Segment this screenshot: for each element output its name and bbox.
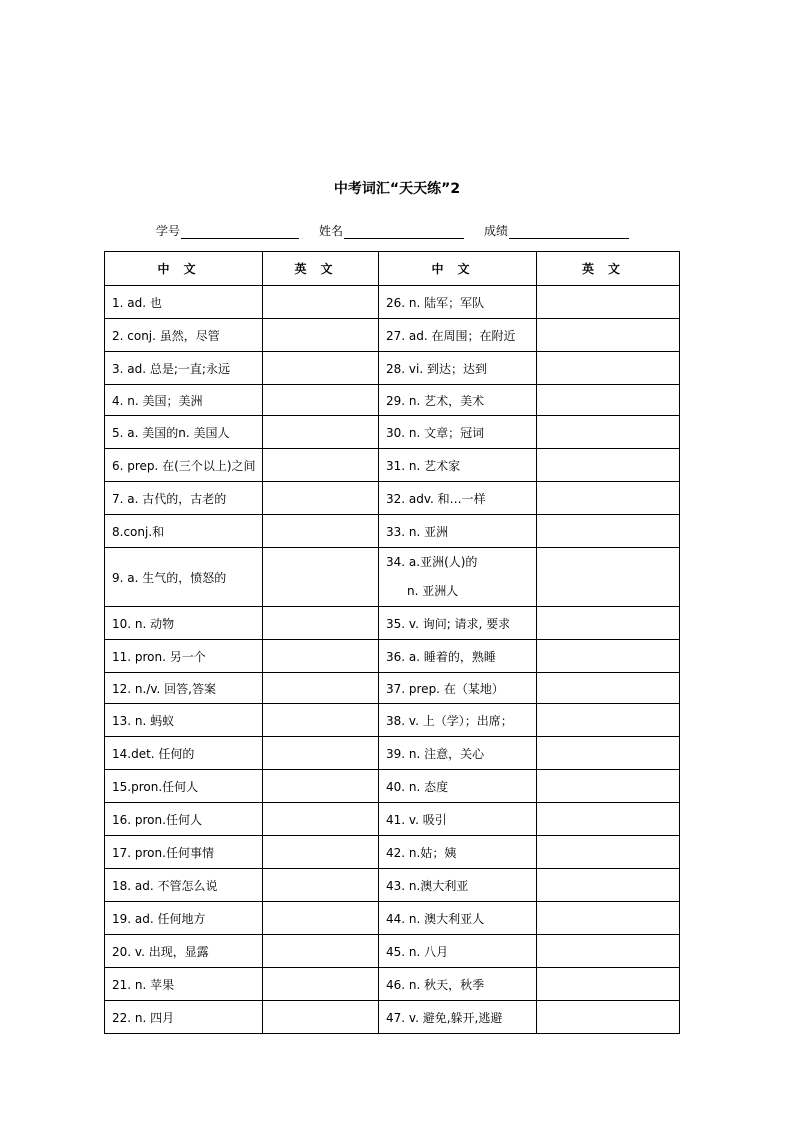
chinese-prompt-left: 3. ad. 总是;一直;永远 xyxy=(105,352,263,385)
chinese-prompt-left: 15.pron.任何人 xyxy=(105,770,263,803)
chinese-prompt-left: 20. v. 出现，显露 xyxy=(105,935,263,968)
english-answer-left[interactable] xyxy=(263,449,379,482)
chinese-prompt-left: 11. pron. 另一个 xyxy=(105,640,263,673)
chinese-prompt-left: 22. n. 四月 xyxy=(105,1001,263,1034)
chinese-prompt-left: 5. a. 美国的n. 美国人 xyxy=(105,416,263,449)
table-row xyxy=(105,416,680,449)
table-row xyxy=(105,607,680,640)
chinese-prompt-left: 14.det. 任何的 xyxy=(105,737,263,770)
english-answer-right[interactable] xyxy=(537,319,680,352)
english-answer-right[interactable] xyxy=(537,673,680,704)
chinese-prompt-left: 2. conj. 虽然，尽管 xyxy=(105,319,263,352)
student-name-blank[interactable] xyxy=(344,224,464,239)
chinese-prompt-right: 44. n. 澳大利亚人 xyxy=(379,902,537,935)
score-field[interactable] xyxy=(484,222,629,239)
english-answer-right[interactable] xyxy=(537,449,680,482)
score-blank[interactable] xyxy=(509,224,629,239)
table-row xyxy=(105,803,680,836)
english-answer-left[interactable] xyxy=(263,482,379,515)
table-row xyxy=(105,1001,680,1034)
header-english-right: 英文 xyxy=(537,252,680,286)
chinese-prompt-right: 32. adv. 和…一样 xyxy=(379,482,537,515)
chinese-prompt-right xyxy=(379,548,537,607)
chinese-prompt-left: 18. ad. 不管怎么说 xyxy=(105,869,263,902)
chinese-prompt-right: 38. v. 上（学）；出席； xyxy=(379,704,537,737)
english-answer-left[interactable] xyxy=(263,869,379,902)
chinese-prompt-right: 36. a. 睡着的，熟睡 xyxy=(379,640,537,673)
chinese-prompt-right: 45. n. 八月 xyxy=(379,935,537,968)
english-answer-left[interactable] xyxy=(263,607,379,640)
english-answer-left[interactable] xyxy=(263,1001,379,1034)
chinese-prompt-right: 37. prep. 在（某地） xyxy=(379,673,537,704)
english-answer-right[interactable] xyxy=(537,836,680,869)
table-row xyxy=(105,319,680,352)
student-name-field[interactable] xyxy=(319,222,464,239)
table-row xyxy=(105,515,680,548)
table-row xyxy=(105,640,680,673)
english-answer-left[interactable] xyxy=(263,385,379,416)
english-answer-right[interactable] xyxy=(537,286,680,319)
score-label: 成绩 xyxy=(484,224,509,238)
english-answer-left[interactable] xyxy=(263,803,379,836)
chinese-prompt-right: 41. v. 吸引 xyxy=(379,803,537,836)
chinese-prompt-right: 31. n. 艺术家 xyxy=(379,449,537,482)
student-name-label: 姓名 xyxy=(319,224,344,238)
chinese-prompt-left: 10. n. 动物 xyxy=(105,607,263,640)
english-answer-left[interactable] xyxy=(263,770,379,803)
chinese-prompt-right: 35. v. 询问; 请求, 要求 xyxy=(379,607,537,640)
table-row xyxy=(105,482,680,515)
english-answer-right[interactable] xyxy=(537,640,680,673)
table-row xyxy=(105,449,680,482)
header-chinese-left: 中文 xyxy=(105,252,263,286)
header-english-left: 英文 xyxy=(263,252,379,286)
english-answer-right[interactable] xyxy=(537,902,680,935)
vocabulary-table xyxy=(104,251,680,1034)
chinese-prompt-right: 42. n.姑；姨 xyxy=(379,836,537,869)
english-answer-right[interactable] xyxy=(537,935,680,968)
chinese-prompt-right: 26. n. 陆军；军队 xyxy=(379,286,537,319)
english-answer-left[interactable] xyxy=(263,548,379,607)
english-answer-left[interactable] xyxy=(263,902,379,935)
english-answer-right[interactable] xyxy=(537,515,680,548)
chinese-prompt-line-2: n. 亚洲人 xyxy=(407,584,459,598)
chinese-prompt-left: 13. n. 蚂蚁 xyxy=(105,704,263,737)
table-row xyxy=(105,286,680,319)
chinese-prompt-right: 27. ad. 在周围；在附近 xyxy=(379,319,537,352)
table-row xyxy=(105,968,680,1001)
chinese-prompt-left: 19. ad. 任何地方 xyxy=(105,902,263,935)
chinese-prompt-left: 16. pron.任何人 xyxy=(105,803,263,836)
chinese-prompt-left: 1. ad. 也 xyxy=(105,286,263,319)
student-number-label: 学号 xyxy=(156,224,181,238)
chinese-prompt-left: 8.conj.和 xyxy=(105,515,263,548)
chinese-prompt-left: 21. n. 苹果 xyxy=(105,968,263,1001)
chinese-prompt-left: 9. a. 生气的，愤怒的 xyxy=(105,548,263,607)
table-row xyxy=(105,902,680,935)
english-answer-left[interactable] xyxy=(263,352,379,385)
student-number-blank[interactable] xyxy=(181,224,299,239)
english-answer-right[interactable] xyxy=(537,352,680,385)
english-answer-left[interactable] xyxy=(263,286,379,319)
chinese-prompt-right: 43. n.澳大利亚 xyxy=(379,869,537,902)
table-row xyxy=(105,548,680,607)
english-answer-left[interactable] xyxy=(263,737,379,770)
table-row xyxy=(105,352,680,385)
english-answer-right[interactable] xyxy=(537,968,680,1001)
table-row xyxy=(105,737,680,770)
english-answer-right[interactable] xyxy=(537,385,680,416)
english-answer-left[interactable] xyxy=(263,416,379,449)
english-answer-right[interactable] xyxy=(537,737,680,770)
english-answer-right[interactable] xyxy=(537,803,680,836)
table-row xyxy=(105,673,680,704)
student-info-line xyxy=(156,222,649,239)
chinese-prompt-left: 7. a. 古代的，古老的 xyxy=(105,482,263,515)
english-answer-right[interactable] xyxy=(537,770,680,803)
english-answer-right[interactable] xyxy=(537,869,680,902)
english-answer-left[interactable] xyxy=(263,704,379,737)
header-chinese-right: 中文 xyxy=(379,252,537,286)
english-answer-left[interactable] xyxy=(263,515,379,548)
english-answer-left[interactable] xyxy=(263,968,379,1001)
table-row xyxy=(105,385,680,416)
chinese-prompt-line-1: 34. a.亚洲(人)的 xyxy=(386,555,478,569)
chinese-prompt-left: 4. n. 美国；美洲 xyxy=(105,385,263,416)
table-row xyxy=(105,935,680,968)
english-answer-right[interactable] xyxy=(537,416,680,449)
chinese-prompt-right: 30. n. 文章；冠词 xyxy=(379,416,537,449)
chinese-prompt-left: 6. prep. 在(三个以上)之间 xyxy=(105,449,263,482)
english-answer-left[interactable] xyxy=(263,319,379,352)
english-answer-left[interactable] xyxy=(263,836,379,869)
english-answer-right[interactable] xyxy=(537,1001,680,1034)
english-answer-left[interactable] xyxy=(263,640,379,673)
chinese-prompt-right: 29. n. 艺术，美术 xyxy=(379,385,537,416)
english-answer-right[interactable] xyxy=(537,607,680,640)
chinese-prompt-right: 40. n. 态度 xyxy=(379,770,537,803)
table-row xyxy=(105,770,680,803)
english-answer-right[interactable] xyxy=(537,548,680,607)
english-answer-right[interactable] xyxy=(537,482,680,515)
chinese-prompt-right: 46. n. 秋天，秋季 xyxy=(379,968,537,1001)
chinese-prompt-left: 12. n./v. 回答,答案 xyxy=(105,673,263,704)
chinese-prompt-left: 17. pron.任何事情 xyxy=(105,836,263,869)
chinese-prompt-right: 39. n. 注意，关心 xyxy=(379,737,537,770)
table-row xyxy=(105,869,680,902)
chinese-prompt-right: 33. n. 亚洲 xyxy=(379,515,537,548)
student-number-field[interactable] xyxy=(156,222,299,239)
chinese-prompt-right: 47. v. 避免,躲开,逃避 xyxy=(379,1001,537,1034)
english-answer-left[interactable] xyxy=(263,673,379,704)
chinese-prompt-right: 28. vi. 到达；达到 xyxy=(379,352,537,385)
table-row xyxy=(105,704,680,737)
english-answer-left[interactable] xyxy=(263,935,379,968)
english-answer-right[interactable] xyxy=(537,704,680,737)
page-title: 中考词汇“天天练”2 xyxy=(333,181,461,197)
table-row xyxy=(105,836,680,869)
